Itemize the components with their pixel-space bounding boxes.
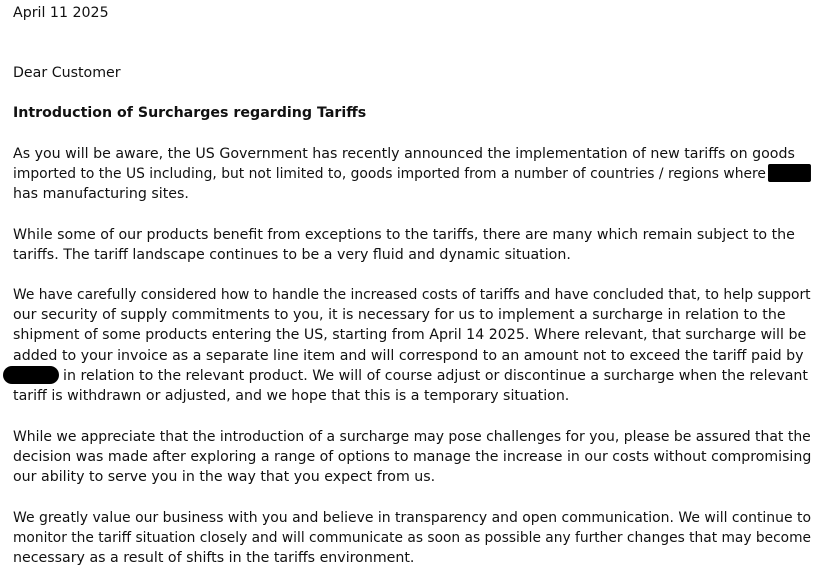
paragraph-line: monitor the tariff situation closely and will communicate as soon as possible any further changes that may become: [13, 530, 811, 546]
paragraph-line: our ability to serve you in the way that you expect from us.: [13, 469, 436, 485]
paragraph-line: As you will be aware, the US Government has recently announced the implementation of new tariffs on goods: [13, 146, 795, 162]
paragraph-line-text: in relation to the relevant product. We will of course adjust or discontinue a surcharge when the relevant: [63, 368, 808, 384]
paragraph-line: our security of supply commitments to you, it is necessary for us to implement a surcharge in relation to the: [13, 307, 786, 323]
paragraph-line: We greatly value our business with you and believe in transparency and open communication. We will continue to: [13, 510, 812, 526]
paragraph-line-text: imported to the US including, but not limited to, goods imported from a number of countries / regions where: [13, 166, 766, 182]
redacted-company-name: [768, 164, 811, 182]
paragraph-line: tariffs. The tariff landscape continues to be a very fluid and dynamic situation.: [13, 247, 571, 263]
letter-heading: Introduction of Surcharges regarding Tariffs: [13, 105, 367, 121]
paragraph-line: tariff is withdrawn or adjusted, and we hope that this is a temporary situation.: [13, 388, 570, 404]
letter-date: April 11 2025: [13, 5, 109, 21]
paragraph-line: [13, 164, 811, 184]
paragraph-line: added to your invoice as a separate line item and will correspond to an amount not to exceed the tariff paid by: [13, 348, 804, 364]
redacted-company-name: [3, 366, 59, 384]
salutation: Dear Customer: [13, 65, 121, 81]
paragraph-line: necessary as a result of shifts in the tariffs environment.: [13, 550, 415, 566]
paragraph-line: While some of our products benefit from exceptions to the tariffs, there are many which remain subject to the: [13, 227, 795, 243]
paragraph-line: While we appreciate that the introduction of a surcharge may pose challenges for you, please be assured that the: [13, 429, 811, 445]
paragraph-line: [3, 366, 808, 386]
paragraph-line: decision was made after exploring a range of options to manage the increase in our costs without compromising: [13, 449, 812, 465]
paragraph-line: has manufacturing sites.: [13, 186, 189, 202]
paragraph-line: shipment of some products entering the US, starting from April 14 2025. Where relevant, that surcharge will be: [13, 327, 807, 343]
paragraph-line: We have carefully considered how to handle the increased costs of tariffs and have concluded that, to help support: [13, 287, 811, 303]
